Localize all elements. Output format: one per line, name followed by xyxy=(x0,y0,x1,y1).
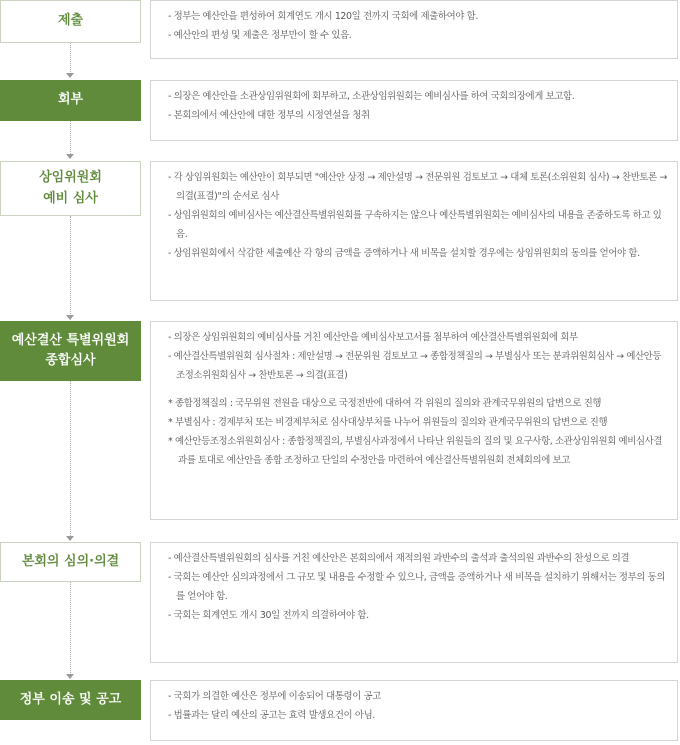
stage-title: 본회의 심의·의결 xyxy=(21,553,120,569)
stage-title: 회부 xyxy=(57,92,84,108)
stage-submission xyxy=(0,0,141,43)
flow-connector xyxy=(70,43,71,74)
flow-connector xyxy=(70,216,71,316)
flow-connector xyxy=(70,121,71,154)
flow-arrow-icon xyxy=(66,154,74,159)
description-box xyxy=(150,161,678,301)
note-item: * 부별심사 : 경제부처 또는 비경제부처로 심사대상부처를 나누어 위원들의 질의와 관계국무위원의 답변으로 진행 xyxy=(168,417,608,428)
stage-transfer-announcement xyxy=(0,680,141,720)
description-item: - 각 상임위원회는 예산안이 회부되면 "예산안 상정 → 제안설명 → 전문위원 검토보고 → 대체 토론(소위원회 심사) → 찬반토론 → 의결(표결)"의 순서로 심사 xyxy=(168,172,667,202)
description-item: - 국회는 회계연도 개시 30일 전까지 의결하여야 함. xyxy=(168,610,369,621)
flow-arrow-icon xyxy=(66,73,74,78)
description-box xyxy=(150,680,678,741)
stage-title: 정부 이송 및 공고 xyxy=(19,691,122,707)
stage-title: 상임위원회 예비 심사 xyxy=(39,170,102,206)
description-box xyxy=(150,80,678,141)
description-item: - 본회의에서 예산안에 대한 정부의 시정연설을 청취 xyxy=(168,110,370,121)
note-item: * 종합정책질의 : 국무위원 전원을 대상으로 국정전반에 대하여 각 위원의 질의와 관계국무위원의 답변으로 진행 xyxy=(168,398,602,409)
description-item: - 국회가 의결한 예산은 정부에 이송되어 대통령이 공고 xyxy=(168,691,381,702)
description-item: - 예산안의 편성 및 제출은 정부만이 할 수 있음. xyxy=(168,30,352,41)
description-item: - 정부는 예산안을 편성하여 회계연도 개시 120일 전까지 국회에 제출하여야 함. xyxy=(168,11,478,22)
stage-title: 제출 xyxy=(57,13,84,29)
description-box xyxy=(150,542,678,663)
stage-plenary-deliberation xyxy=(0,542,141,582)
stage-preliminary-review xyxy=(0,161,141,216)
description-item: - 의장은 예산안을 소관상임위원회에 회부하고, 소관상임위원회는 예비심사를 하여 국회의장에게 보고함. xyxy=(168,91,575,102)
flow-connector xyxy=(70,582,71,675)
description-item: - 상임위원회에서 삭감한 세출예산 각 항의 금액을 증액하거나 새 비목을 설치할 경우에는 상임위원회의 동의를 얻어야 함. xyxy=(168,248,640,259)
description-item: - 의장은 상임위원회의 예비심사를 거친 예산안을 예비심사보고서를 첨부하여 예산결산특별위원회에 회부 xyxy=(168,332,578,343)
description-item: - 법률과는 달리 예산의 공고는 효력 발생요건이 아님. xyxy=(168,710,375,721)
flow-arrow-icon xyxy=(66,315,74,320)
description-box xyxy=(150,0,678,59)
stage-comprehensive-review xyxy=(0,321,141,381)
flow-arrow-icon xyxy=(66,536,74,541)
stage-title: 예산결산 특별위원회 종합심사 xyxy=(11,332,130,368)
flow-connector xyxy=(70,381,71,536)
description-item: - 예산결산특별위원회 심사절차 : 제안설명 → 전문위원 검토보고 → 종합정책질의 → 부별심사 또는 분과위원회심사 → 예산안등조정소위원회심사 → 찬반토론 → 의결(표결) xyxy=(168,351,662,381)
description-item: - 국회는 예산안 심의과정에서 그 규모 및 내용을 수정할 수 있으나, 금액을 증액하거나 새 비목을 설치하기 위해서는 정부의 동의를 얻어야 함. xyxy=(168,572,666,602)
description-item: - 상임위원회의 예비심사는 예산결산특별위원회를 구속하지는 않으나 예산특별위원회는 예비심사의 내용을 존중하도록 하고 있음. xyxy=(168,210,662,240)
flow-arrow-icon xyxy=(66,674,74,679)
stage-referral xyxy=(0,80,141,121)
note-item: * 예산안등조정소위원회심사 : 종합정책질의, 부별심사과정에서 나타난 위원들의 질의 및 요구사항, 소관상임위원회 예비심사결과를 토대로 예산안을 종합 조정하고 단일의 수정안을 마련하여 예산결산특별위원회 전체회의에 보고 xyxy=(168,436,663,466)
description-box xyxy=(150,321,678,520)
spacer xyxy=(168,385,667,394)
description-item: - 예산결산특별위원회의 심사를 거친 예산안은 본회의에서 재적의원 과반수의 출석과 출석의원 과반수의 찬성으로 의결 xyxy=(168,553,630,564)
